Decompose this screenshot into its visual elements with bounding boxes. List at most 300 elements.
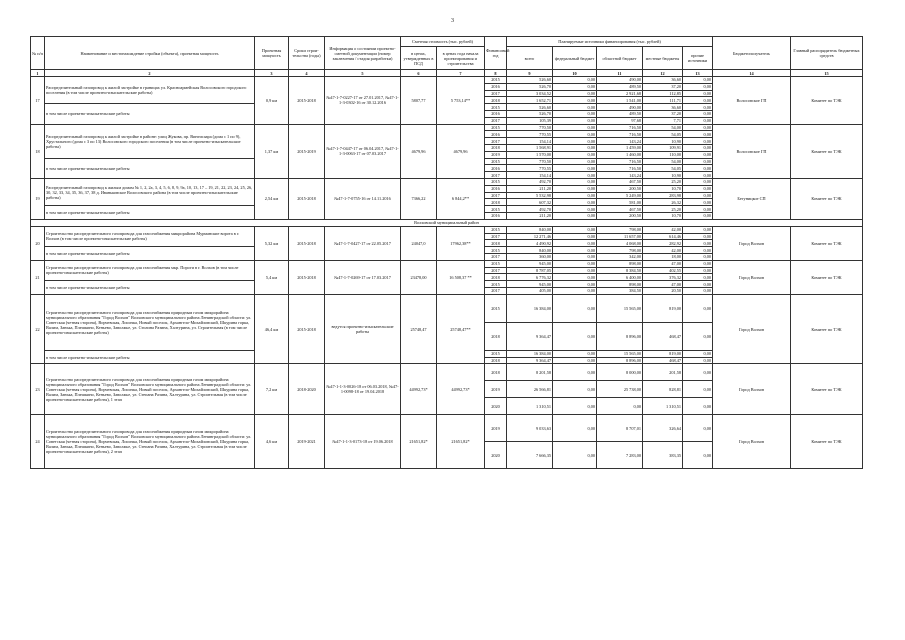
federal-amount: 0,00 — [553, 294, 597, 322]
fin-year: 2015 — [485, 294, 507, 322]
table-row — [31, 178, 863, 185]
fin-year: 2018 — [485, 364, 507, 381]
project-term: 2015-2018 — [289, 226, 325, 260]
col-number: 11 — [597, 70, 643, 77]
other-amount: 0,00 — [683, 226, 713, 233]
local-amount: 54,00 — [643, 124, 683, 131]
col-number: 1 — [31, 70, 45, 77]
fin-year: 2017 — [485, 253, 507, 260]
other-amount: 0,00 — [683, 90, 713, 97]
fin-year: 2016 — [485, 110, 507, 117]
local-amount: 10,90 — [643, 138, 683, 145]
local-amount: 326,64 — [643, 415, 683, 442]
table-row — [31, 294, 863, 322]
federal-amount: 0,00 — [553, 199, 597, 206]
federal-amount: 0,00 — [553, 240, 597, 247]
other-amount: 0,00 — [683, 415, 713, 442]
col-number: 10 — [553, 70, 597, 77]
other-amount: 0,00 — [683, 144, 713, 151]
estimate-approved: 23478,00 — [401, 260, 437, 294]
hdr-total: всего — [507, 47, 553, 70]
total-amount: 105,39 — [507, 117, 553, 124]
regional-amount: 384,50 — [597, 287, 643, 294]
estimate-current: 17962,38** — [437, 226, 485, 260]
fin-year: 2017 — [485, 233, 507, 240]
table-body — [31, 77, 863, 469]
hdr-fin-year: Финансовый год — [485, 37, 507, 70]
regional-amount: 200,50 — [597, 185, 643, 192]
col-number: 8 — [485, 70, 507, 77]
table-row — [31, 364, 863, 381]
budget-manager: Комитет по ТЭК — [791, 294, 863, 364]
other-amount: 0,00 — [683, 104, 713, 111]
federal-amount: 0,00 — [553, 165, 597, 172]
fin-year: 2015 — [485, 158, 507, 165]
other-amount: 0,00 — [683, 192, 713, 199]
total-amount: 211,20 — [507, 212, 553, 219]
section-row — [31, 219, 863, 226]
project-capacity: 1,37 км — [255, 124, 289, 178]
hdr-docs: Информация о состоянии проектно-сметной документации (номер заключения / стадия разработки) — [325, 37, 401, 70]
other-amount: 0,00 — [683, 233, 713, 240]
project-docs: №47-1-1-3-0026-18 от 06.03.2018, №47-1-0098-18 от 19.04.2018 — [325, 364, 401, 415]
local-amount: 26,32 — [643, 199, 683, 206]
federal-amount: 0,00 — [553, 110, 597, 117]
fin-year: 2015 — [485, 226, 507, 233]
budget-recipient: Бегуницкое СП — [713, 178, 791, 219]
other-amount: 0,00 — [683, 322, 713, 350]
total-amount: 9 033,63 — [507, 415, 553, 442]
local-amount: 282,92 — [643, 240, 683, 247]
fin-year: 2018 — [485, 144, 507, 151]
federal-amount: 0,00 — [553, 364, 597, 381]
hdr-num: № п/п — [31, 37, 45, 70]
federal-amount: 0,00 — [553, 158, 597, 165]
project-subwork-label: в том числе проектно-изыскательские работы — [45, 350, 255, 364]
regional-amount: 143,24 — [597, 138, 643, 145]
fin-year: 2017 — [485, 287, 507, 294]
project-subwork-label: в том числе проектно-изыскательские работы — [45, 247, 255, 261]
other-amount: 0,00 — [683, 83, 713, 90]
federal-amount: 0,00 — [553, 178, 597, 185]
project-name: Строительство распределительного газопровода для газоснабжения природным газом микрорайона муниципального образования "Город Волхов" Волховского муниципального района Ленинградской области: ул. Советская (четная сторона), Ворчевская, Лисичка, Новый поселок, Архангело-Михайловский, Шкурина горка, Валим, Занька, Плешкино, Кеньево, Заволжье, ул. Столина Разина, Халтурина, ул. Строительная (в том числе проектно-изыскательские работы) — [45, 294, 255, 350]
local-amount: 54,00 — [643, 158, 683, 165]
budget-manager: Комитет по ТЭК — [791, 124, 863, 178]
regional-amount: 898,00 — [597, 281, 643, 288]
fin-year: 2018 — [485, 240, 507, 247]
table-row — [31, 124, 863, 131]
total-amount: 8 201,58 — [507, 364, 553, 381]
local-amount: 468,47 — [643, 357, 683, 364]
local-amount: 383,35 — [643, 442, 683, 469]
total-amount: 9 364,47 — [507, 357, 553, 364]
other-amount: 0,00 — [683, 364, 713, 381]
federal-amount: 0,00 — [553, 144, 597, 151]
local-amount: 54,05 — [643, 165, 683, 172]
project-name: Распределительный газопровод к жилой застройке в районе: улиц Жукова, пр. Вингисаара (дома с 1 по 9), Хрустального (дома с 3 по 13) Волосовского городского поселения (в том числе проектно-изыскательские работы) — [45, 124, 255, 158]
fin-year: 2017 — [485, 172, 507, 179]
project-name: Строительство распределительного газопровода для газоснабжения природным газом микрорайона муниципального образования "Город Волхов" Волховского муниципального района Ленинградской области: ул. Советская (четная сторона), Ворчевская, Лисичка, Новый поселок, Архангело-Михайловский, Шкурина горка, Валим, Занька, Плешкино, Кеньево, Заволжье, ул. Степана Разина, Халтурина, ул. Строительная (в том числе проектно-изыскательские работы), 1 этап — [45, 364, 255, 415]
project-capacity: 7,2 км — [255, 364, 289, 415]
total-amount: 526,70 — [507, 83, 553, 90]
local-amount: 25,20 — [643, 206, 683, 213]
fin-year: 2015 — [485, 124, 507, 131]
other-amount: 0,00 — [683, 158, 713, 165]
regional-amount: 15 565,00 — [597, 350, 643, 357]
federal-amount: 0,00 — [553, 287, 597, 294]
col-number: 4 — [289, 70, 325, 77]
federal-amount: 0,00 — [553, 104, 597, 111]
other-amount: 0,00 — [683, 165, 713, 172]
hdr-other: прочие источники — [683, 47, 713, 70]
total-amount: 154,14 — [507, 172, 553, 179]
fin-year: 2020 — [485, 442, 507, 469]
regional-amount: 1 541,00 — [597, 97, 643, 104]
federal-amount: 0,00 — [553, 247, 597, 254]
federal-amount: 0,00 — [553, 226, 597, 233]
total-amount: 492,70 — [507, 178, 553, 185]
total-amount: 3 034,52 — [507, 90, 553, 97]
project-capacity: 46,4 км — [255, 294, 289, 364]
local-amount: 201,58 — [643, 364, 683, 381]
budget-recipient: Волосовское ГП — [713, 124, 791, 178]
other-amount: 0,00 — [683, 206, 713, 213]
federal-amount: 0,00 — [553, 274, 597, 281]
other-amount: 0,00 — [683, 110, 713, 117]
hdr-federal: федеральный бюджет — [553, 47, 597, 70]
federal-amount: 0,00 — [553, 97, 597, 104]
local-amount: 614,46 — [643, 233, 683, 240]
local-amount: 42,00 — [643, 226, 683, 233]
federal-amount: 0,00 — [553, 233, 597, 240]
federal-amount: 0,00 — [553, 138, 597, 145]
project-docs: №47-1-7-0227-17 от 27.01.2017, №47-1-1-3-0302-16 от 30.12.2016 — [325, 77, 401, 125]
project-number: 22 — [31, 294, 45, 364]
total-amount: 7 666,35 — [507, 442, 553, 469]
budget-manager: Комитет по ТЭК — [791, 260, 863, 294]
estimate-current: 5 753,14** — [437, 77, 485, 125]
fin-year: 2015 — [485, 281, 507, 288]
local-amount: 36,60 — [643, 104, 683, 111]
total-amount: 1 568,91 — [507, 144, 553, 151]
federal-amount: 0,00 — [553, 77, 597, 84]
investment-table — [30, 36, 863, 469]
regional-amount: 8 896,00 — [597, 322, 643, 350]
budget-recipient: Город Волхов — [713, 226, 791, 260]
local-amount: 37,20 — [643, 110, 683, 117]
hdr-manager: Главный распорядитель бюджетных средств — [791, 37, 863, 70]
hdr-capacity: Проектная мощность — [255, 37, 289, 70]
other-amount: 0,00 — [683, 117, 713, 124]
local-amount: 819,00 — [643, 350, 683, 357]
estimate-current: 16 508,37 ** — [437, 260, 485, 294]
other-amount: 0,00 — [683, 199, 713, 206]
total-amount: 840,00 — [507, 226, 553, 233]
project-term: 2015-2018 — [289, 260, 325, 294]
local-amount: 112,85 — [643, 90, 683, 97]
regional-amount: 489,50 — [597, 110, 643, 117]
project-term: 2015-2018 — [289, 294, 325, 364]
total-amount: 526,60 — [507, 104, 553, 111]
local-amount: 47,00 — [643, 260, 683, 267]
other-amount: 0,00 — [683, 287, 713, 294]
fin-year: 2016 — [485, 212, 507, 219]
hdr-name: Наименование и местонахождение стройки (объекта), проектная мощность — [45, 37, 255, 70]
estimate-approved: 25748,47 — [401, 294, 437, 364]
fin-year: 2018 — [485, 322, 507, 350]
page-number: 3 — [451, 18, 454, 24]
total-amount: 945,00 — [507, 260, 553, 267]
local-amount: 36,60 — [643, 77, 683, 84]
project-term: 2015-2018 — [289, 77, 325, 125]
estimate-approved: 4679,96 — [401, 124, 437, 178]
total-amount: 6 776,32 — [507, 274, 553, 281]
total-amount: 9 364,47 — [507, 322, 553, 350]
fin-year: 2015 — [485, 178, 507, 185]
regional-amount: 1 459,00 — [597, 144, 643, 151]
federal-amount: 0,00 — [553, 206, 597, 213]
col-number: 5 — [325, 70, 401, 77]
regional-amount: 4 068,00 — [597, 240, 643, 247]
project-docs: ведутся проектно-изыскательские работы — [325, 294, 401, 364]
project-number: 18 — [31, 124, 45, 178]
project-capacity: 2,54 км — [255, 178, 289, 219]
col-number: 6 — [401, 70, 437, 77]
fin-year: 2015 — [485, 77, 507, 84]
other-amount: 0,00 — [683, 124, 713, 131]
regional-amount: 0,00 — [597, 398, 643, 415]
federal-amount: 0,00 — [553, 172, 597, 179]
project-capacity: 5,4 км — [255, 260, 289, 294]
federal-amount: 0,00 — [553, 322, 597, 350]
project-number: 19 — [31, 178, 45, 219]
local-amount: 109,91 — [643, 144, 683, 151]
budget-manager: Комитет по ТЭК — [791, 178, 863, 219]
total-amount: 1 652,71 — [507, 97, 553, 104]
hdr-recipient: Бюджетополучатель — [713, 37, 791, 70]
fin-year: 2019 — [485, 381, 507, 398]
regional-amount: 25 738,00 — [597, 381, 643, 398]
local-amount: 111,71 — [643, 97, 683, 104]
local-amount: 10,90 — [643, 172, 683, 179]
col-number: 13 — [683, 70, 713, 77]
federal-amount: 0,00 — [553, 185, 597, 192]
regional-amount: 15 565,00 — [597, 294, 643, 322]
federal-amount: 0,00 — [553, 260, 597, 267]
federal-amount: 0,00 — [553, 253, 597, 260]
project-subwork-label: в том числе проектно-изыскательские работы — [45, 281, 255, 295]
fin-year: 2015 — [485, 247, 507, 254]
regional-amount: 342,00 — [597, 253, 643, 260]
total-amount: 1 310,51 — [507, 398, 553, 415]
other-amount: 0,00 — [683, 442, 713, 469]
federal-amount: 0,00 — [553, 151, 597, 158]
total-amount: 12 271,46 — [507, 233, 553, 240]
project-number: 24 — [31, 415, 45, 469]
other-amount: 0,00 — [683, 131, 713, 138]
estimate-current: 6 844,2** — [437, 178, 485, 219]
regional-amount: 200,50 — [597, 212, 643, 219]
budget-manager: Комитет по ТЭК — [791, 226, 863, 260]
regional-amount: 581,00 — [597, 199, 643, 206]
local-amount: 47,00 — [643, 281, 683, 288]
regional-amount: 6 400,00 — [597, 274, 643, 281]
budget-manager: Комитет по ТЭК — [791, 415, 863, 469]
total-amount: 405,00 — [507, 287, 553, 294]
regional-amount: 8 707,01 — [597, 415, 643, 442]
local-amount: 828,81 — [643, 381, 683, 398]
fin-year: 2016 — [485, 83, 507, 90]
project-term: 2018-2020 — [289, 364, 325, 415]
project-number: 23 — [31, 364, 45, 415]
total-amount: 154,14 — [507, 138, 553, 145]
hdr-est-current: в ценах года начала проектирования и строительства — [437, 47, 485, 70]
regional-amount: 798,00 — [597, 247, 643, 254]
total-amount: 4 490,92 — [507, 240, 553, 247]
other-amount: 0,00 — [683, 240, 713, 247]
budget-manager: Комитет по ТЭК — [791, 77, 863, 125]
federal-amount: 0,00 — [553, 131, 597, 138]
local-amount: 18,00 — [643, 253, 683, 260]
hdr-local: местные бюджеты — [643, 47, 683, 70]
regional-amount: 716,50 — [597, 165, 643, 172]
total-amount: 770,50 — [507, 124, 553, 131]
estimate-current: 4679,96 — [437, 124, 485, 178]
regional-amount: 143,24 — [597, 172, 643, 179]
other-amount: 0,00 — [683, 247, 713, 254]
other-amount: 0,00 — [683, 212, 713, 219]
total-amount: 526,70 — [507, 110, 553, 117]
federal-amount: 0,00 — [553, 90, 597, 97]
other-amount: 0,00 — [683, 398, 713, 415]
regional-amount: 716,50 — [597, 158, 643, 165]
section-title: Волховский муниципальный район — [31, 219, 863, 226]
regional-amount: 716,50 — [597, 124, 643, 131]
regional-amount: 8 384,50 — [597, 267, 643, 274]
total-amount: 770,50 — [507, 158, 553, 165]
fin-year: 2018 — [485, 199, 507, 206]
fin-year: 2018 — [485, 274, 507, 281]
col-number: 14 — [713, 70, 791, 77]
column-number-row — [31, 70, 863, 77]
federal-amount: 0,00 — [553, 124, 597, 131]
local-amount: 42,00 — [643, 247, 683, 254]
regional-amount: 1 460,00 — [597, 151, 643, 158]
estimate-current: 25748,47** — [437, 294, 485, 364]
federal-amount: 0,00 — [553, 381, 597, 398]
hdr-estimate: Сметная стоимость (тыс. рублей) — [401, 37, 485, 47]
project-number: 17 — [31, 77, 45, 125]
hdr-est-approved: в ценах, утвержденных в ПСД — [401, 47, 437, 70]
budget-recipient: Город Волхов — [713, 260, 791, 294]
estimate-current: 21651,82* — [437, 415, 485, 469]
local-amount: 20,50 — [643, 287, 683, 294]
project-number: 21 — [31, 260, 45, 294]
fin-year: 2016 — [485, 185, 507, 192]
federal-amount: 0,00 — [553, 415, 597, 442]
regional-amount: 11 657,00 — [597, 233, 643, 240]
fin-year: 2015 — [485, 206, 507, 213]
other-amount: 0,00 — [683, 77, 713, 84]
col-number: 12 — [643, 70, 683, 77]
other-amount: 0,00 — [683, 185, 713, 192]
total-amount: 1 570,00 — [507, 151, 553, 158]
project-subwork-label: в том числе проектно-изыскательские работы — [45, 104, 255, 124]
other-amount: 0,00 — [683, 357, 713, 364]
local-amount: 402,55 — [643, 267, 683, 274]
local-amount: 110,00 — [643, 151, 683, 158]
project-capacity: 5,32 км — [255, 226, 289, 260]
local-amount: 54,05 — [643, 131, 683, 138]
regional-amount: 8 896,00 — [597, 357, 643, 364]
total-amount: 211,20 — [507, 185, 553, 192]
project-term: 2015-2019 — [289, 124, 325, 178]
project-docs: №47-1-7-0755-16 от 14.11.2016 — [325, 178, 401, 219]
project-capacity: 4,6 км — [255, 415, 289, 469]
other-amount: 0,00 — [683, 267, 713, 274]
col-number: 7 — [437, 70, 485, 77]
project-term: 2015-2018 — [289, 178, 325, 219]
project-docs: №47-1-1-3-0173-18 от 19.06.2018 — [325, 415, 401, 469]
other-amount: 0,00 — [683, 138, 713, 145]
regional-amount: 97,68 — [597, 117, 643, 124]
regional-amount: 7 283,00 — [597, 442, 643, 469]
fin-year: 2020 — [485, 398, 507, 415]
table-row — [31, 77, 863, 84]
other-amount: 0,00 — [683, 281, 713, 288]
other-amount: 0,00 — [683, 274, 713, 281]
fin-year: 2018 — [485, 357, 507, 364]
fin-year: 2016 — [485, 131, 507, 138]
other-amount: 0,00 — [683, 350, 713, 357]
local-amount: 37,20 — [643, 83, 683, 90]
federal-amount: 0,00 — [553, 117, 597, 124]
federal-amount: 0,00 — [553, 83, 597, 90]
fin-year: 2017 — [485, 138, 507, 145]
budget-recipient: Город Волхов — [713, 294, 791, 364]
fin-year: 2017 — [485, 192, 507, 199]
fin-year: 2015 — [485, 260, 507, 267]
project-docs: №47-1-7-0447-17 от 06.04.2017, №47-1-1-3-0063-17 от 07.03.2017 — [325, 124, 401, 178]
hdr-sources: Планируемые источники финансирования (тыс. рублей) — [507, 37, 713, 47]
federal-amount: 0,00 — [553, 192, 597, 199]
fin-year: 2015 — [485, 104, 507, 111]
other-amount: 0,00 — [683, 260, 713, 267]
project-docs: №47-1-7-0427-17 от 22.05.2017 — [325, 226, 401, 260]
project-name: Строительство распределительного газопровода для газоснабжения мкр. Пороги в г. Волхов (в том числе проектно-изыскательские работы) — [45, 260, 255, 280]
estimate-approved: 44992,73* — [401, 364, 437, 415]
other-amount: 0,00 — [683, 97, 713, 104]
budget-recipient: Город Волхов — [713, 415, 791, 469]
hdr-term: Сроки строи-тельства (годы) — [289, 37, 325, 70]
total-amount: 526,60 — [507, 77, 553, 84]
table-row — [31, 415, 863, 442]
local-amount: 468,47 — [643, 322, 683, 350]
regional-amount: 467,50 — [597, 178, 643, 185]
federal-amount: 0,00 — [553, 267, 597, 274]
regional-amount: 898,00 — [597, 260, 643, 267]
project-name: Строительство распределительного газопровода для газоснабжения микрорайона Мурманские ворота в г. Волхов (в том числе проектно-изыскательские работы) — [45, 226, 255, 246]
total-amount: 16 384,00 — [507, 350, 553, 357]
federal-amount: 0,00 — [553, 281, 597, 288]
budget-manager: Комитет по ТЭК — [791, 364, 863, 415]
table-row — [31, 260, 863, 267]
local-amount: 819,00 — [643, 294, 683, 322]
other-amount: 0,00 — [683, 151, 713, 158]
fin-year: 2017 — [485, 90, 507, 97]
regional-amount: 8 000,00 — [597, 364, 643, 381]
project-subwork-label: в том числе проектно-изыскательские работы — [45, 158, 255, 178]
